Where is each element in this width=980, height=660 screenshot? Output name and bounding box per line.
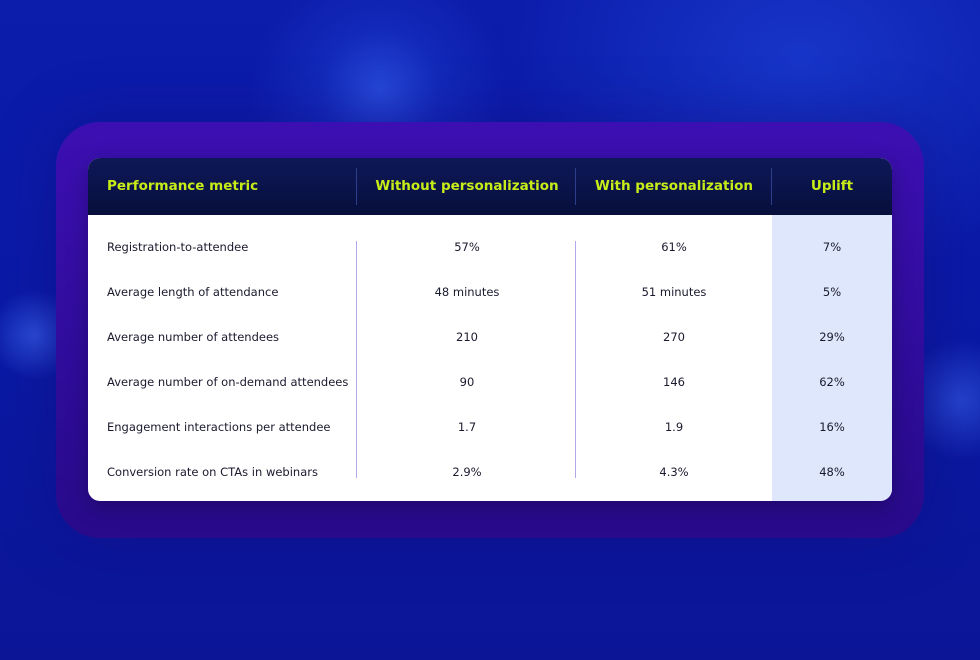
header-with-personalization: With personalization bbox=[595, 178, 753, 194]
uplift-value: 48% bbox=[819, 465, 845, 479]
with-value: 146 bbox=[663, 375, 685, 389]
header-divider bbox=[356, 168, 357, 205]
uplift-column-highlight bbox=[772, 215, 892, 501]
without-value: 57% bbox=[454, 240, 480, 254]
metric-label: Average number of attendees bbox=[107, 330, 280, 344]
without-value: 1.7 bbox=[457, 420, 477, 434]
without-value: 2.9% bbox=[452, 465, 482, 479]
with-value: 1.9 bbox=[664, 420, 684, 434]
comparison-table bbox=[88, 158, 892, 501]
header-uplift: Uplift bbox=[810, 178, 854, 194]
metric-label: Conversion rate on CTAs in webinars bbox=[107, 465, 318, 479]
table-row bbox=[88, 282, 892, 302]
without-value: 210 bbox=[456, 330, 478, 344]
column-divider bbox=[575, 241, 576, 478]
uplift-value: 29% bbox=[819, 330, 845, 344]
header-performance-metric: Performance metric bbox=[107, 178, 259, 194]
with-value: 4.3% bbox=[659, 465, 689, 479]
table-header bbox=[88, 158, 892, 215]
with-value: 61% bbox=[661, 240, 687, 254]
table-row bbox=[88, 417, 892, 437]
metric-label: Average number of on-demand attendees bbox=[107, 375, 349, 389]
without-value: 90 bbox=[459, 375, 475, 389]
table-row bbox=[88, 462, 892, 482]
header-without-personalization: Without personalization bbox=[375, 178, 559, 194]
metric-label: Engagement interactions per attendee bbox=[107, 420, 331, 434]
uplift-value: 5% bbox=[822, 285, 842, 299]
table-row bbox=[88, 237, 892, 257]
table-row bbox=[88, 372, 892, 392]
metric-label: Registration-to-attendee bbox=[107, 240, 249, 254]
with-value: 51 minutes bbox=[641, 285, 707, 299]
without-value: 48 minutes bbox=[434, 285, 500, 299]
metric-label: Average length of attendance bbox=[107, 285, 279, 299]
with-value: 270 bbox=[663, 330, 685, 344]
column-divider bbox=[356, 241, 357, 478]
table-row bbox=[88, 327, 892, 347]
uplift-value: 7% bbox=[822, 240, 842, 254]
uplift-value: 16% bbox=[819, 420, 845, 434]
uplift-value: 62% bbox=[819, 375, 845, 389]
